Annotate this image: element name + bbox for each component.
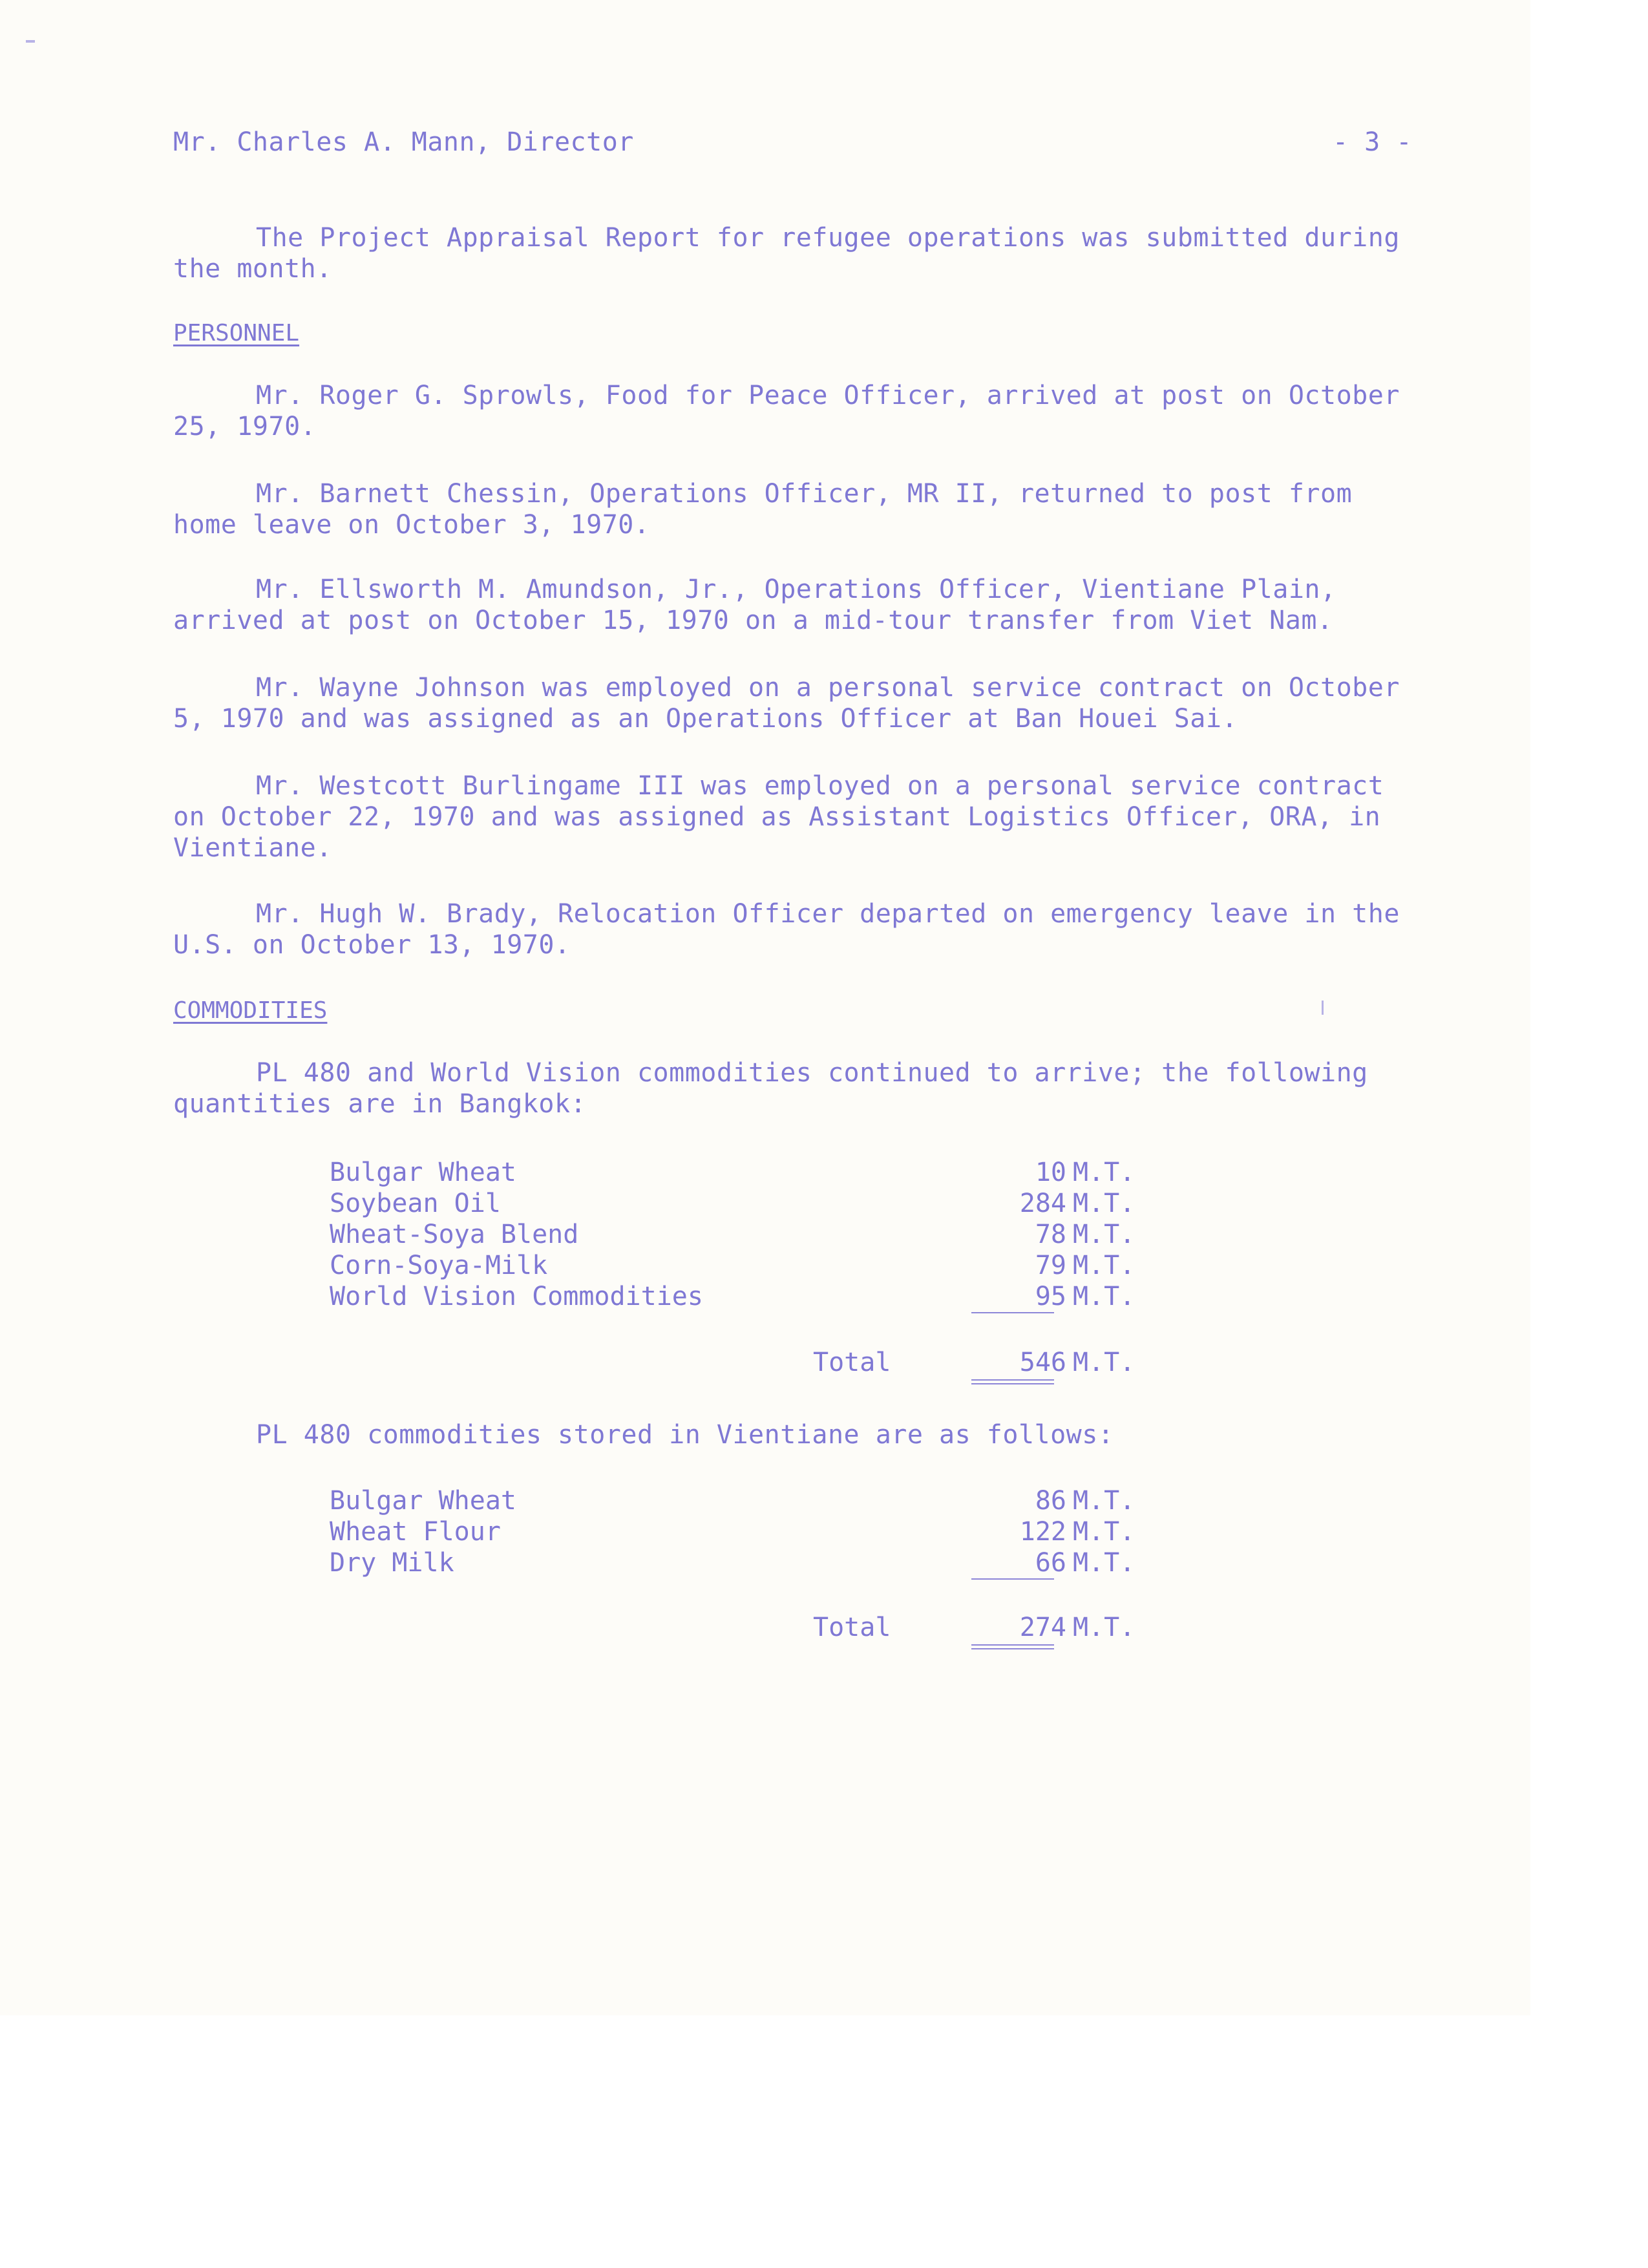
total-double-underline [971, 1648, 1054, 1649]
total-double-underline [971, 1383, 1054, 1384]
commodity-unit: M.T. [1073, 1189, 1136, 1218]
commodity-unit: M.T. [1073, 1486, 1136, 1516]
subtotal-underline [971, 1312, 1054, 1313]
commodity-name: Bulgar Wheat [330, 1158, 516, 1187]
commodity-name: Bulgar Wheat [330, 1486, 516, 1516]
subtotal-underline [971, 1578, 1054, 1580]
total-unit: M.T. [1073, 1348, 1136, 1377]
commodity-quantity: 66 [1035, 1548, 1066, 1578]
commodity-unit: M.T. [1073, 1282, 1136, 1311]
commodity-quantity: 122 [1019, 1517, 1066, 1547]
commodity-unit: M.T. [1073, 1251, 1136, 1280]
personnel-paragraph: Mr. Ellsworth M. Amundson, Jr., Operations Officer, Vientiane Plain, arrived at post on October 15, 1970 on a mid-tour transfer from Viet Nam. [173, 575, 1336, 635]
personnel-paragraph: Mr. Westcott Burlingame III was employed on a personal service contract on October 22, 1970 and was assigned as Assistant Logistics Officer, ORA, in Vientiane. [173, 771, 1384, 863]
vientiane-intro-paragraph: PL 480 commodities stored in Vientiane are as follows: [256, 1420, 1114, 1450]
total-quantity: 274 [1019, 1613, 1066, 1642]
total-double-underline [971, 1379, 1054, 1381]
commodity-quantity: 95 [1035, 1282, 1066, 1311]
commodity-quantity: 79 [1035, 1251, 1066, 1280]
total-label: Total [813, 1613, 891, 1642]
intro-paragraph: The Project Appraisal Report for refugee operations was submitted during the month. [173, 223, 1400, 284]
commodity-quantity: 10 [1035, 1158, 1066, 1187]
stray-mark [26, 40, 35, 43]
page-number: - 3 - [1333, 127, 1412, 157]
total-double-underline [971, 1644, 1054, 1646]
commodity-name: Wheat Flour [330, 1517, 501, 1547]
commodity-quantity: 86 [1035, 1486, 1066, 1516]
commodity-quantity: 78 [1035, 1220, 1066, 1249]
commodity-unit: M.T. [1073, 1517, 1136, 1547]
section-heading-personnel: PERSONNEL [173, 320, 300, 346]
personnel-paragraph: Mr. Barnett Chessin, Operations Officer, MR II, returned to post from home leave on October 3, 1970. [173, 479, 1353, 540]
letter-addressee: Mr. Charles A. Mann, Director [173, 127, 634, 157]
personnel-paragraph: Mr. Hugh W. Brady, Relocation Officer departed on emergency leave in the U.S. on October 13, 1970. [173, 899, 1400, 960]
commodity-quantity: 284 [1019, 1189, 1066, 1218]
commodity-name: World Vision Commodities [330, 1282, 703, 1311]
commodity-name: Dry Milk [330, 1548, 454, 1578]
commodity-unit: M.T. [1073, 1220, 1136, 1249]
commodity-name: Soybean Oil [330, 1189, 501, 1218]
personnel-paragraph: Mr. Wayne Johnson was employed on a personal service contract on October 5, 1970 and was assigned as an Operations Officer at Ban Houei Sai. [173, 673, 1400, 734]
stray-mark [1322, 1001, 1324, 1015]
total-unit: M.T. [1073, 1613, 1136, 1642]
total-quantity: 546 [1019, 1348, 1066, 1377]
commodity-unit: M.T. [1073, 1158, 1136, 1187]
personnel-paragraph: Mr. Roger G. Sprowls, Food for Peace Officer, arrived at post on October 25, 1970. [173, 381, 1400, 441]
bangkok-intro-paragraph: PL 480 and World Vision commodities continued to arrive; the following quantities are in Bangkok: [173, 1058, 1368, 1119]
section-heading-commodities: COMMODITIES [173, 997, 328, 1024]
commodity-name: Corn-Soya-Milk [330, 1251, 548, 1280]
commodity-name: Wheat-Soya Blend [330, 1220, 579, 1249]
total-label: Total [813, 1348, 891, 1377]
commodity-unit: M.T. [1073, 1548, 1136, 1578]
